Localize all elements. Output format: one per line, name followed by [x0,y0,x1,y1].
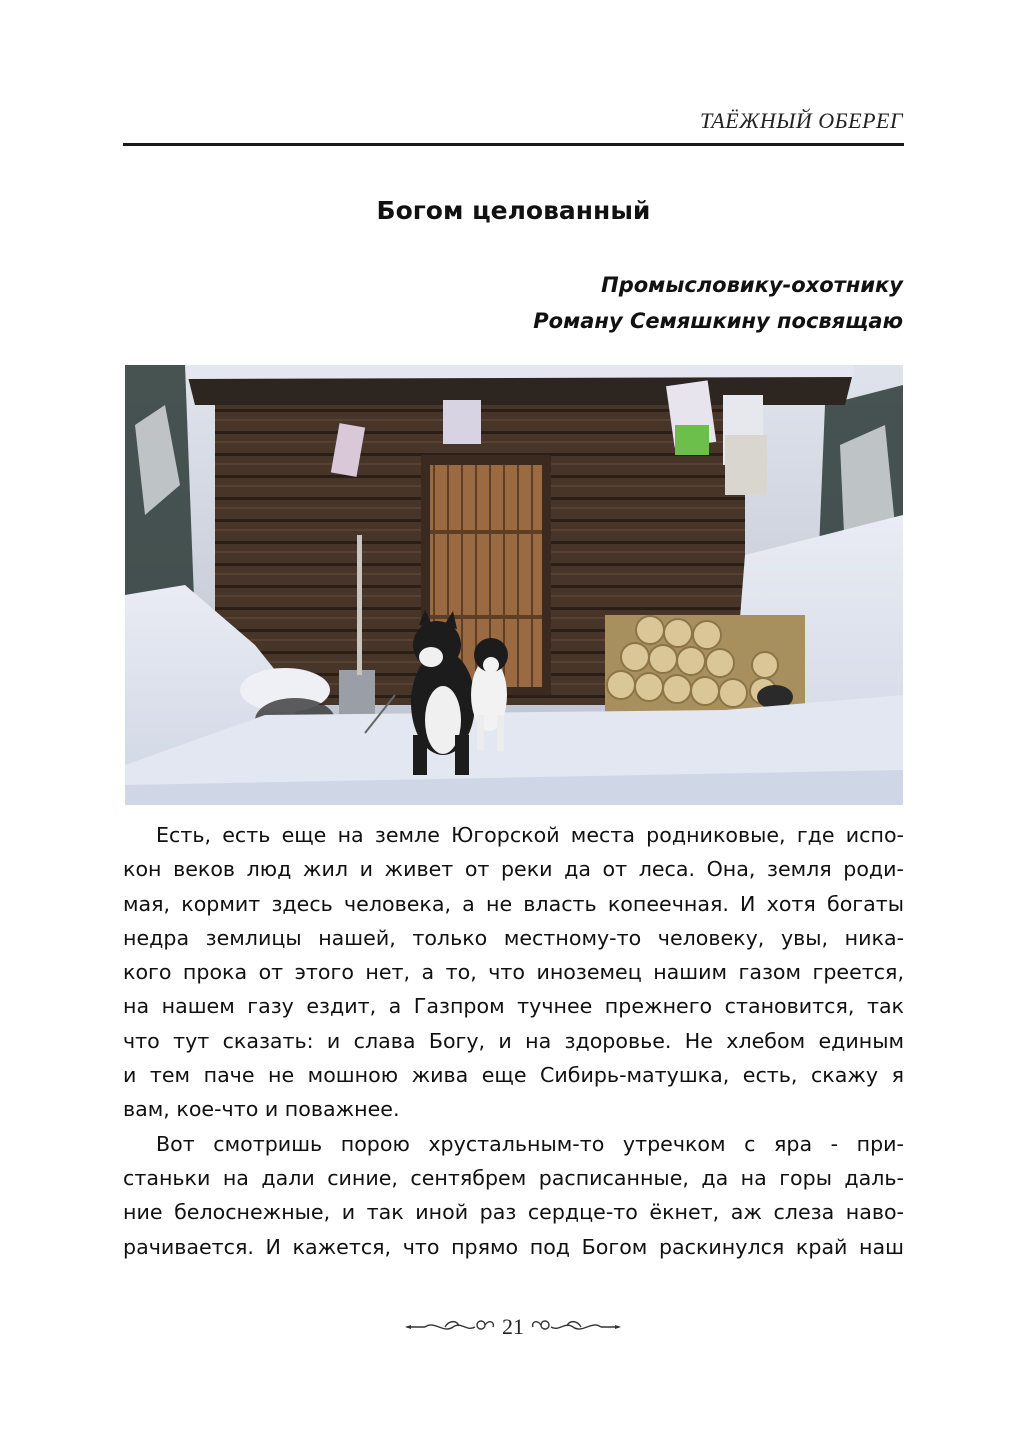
text-line: и тем паче не мошною жива еще Сибирь-матушка, есть, скажу я [123,1063,904,1088]
dedication-line: Промысловику-охотнику [601,273,903,297]
page-footer [405,1310,621,1344]
text-line: рачивается. И кажется, что прямо под Богом раскинулся край наш [123,1234,904,1259]
paragraph [123,818,904,1127]
body-text [123,818,904,1264]
text-line: ние белоснежные, и так иной раз сердце-то ёкнет, аж слеза наво- [123,1200,904,1225]
dedication [400,267,903,339]
text-line: станьки на дали синие, сентябрем расписанные, да на горы даль- [123,1165,904,1190]
text-line: мая, кормит здесь человека, а не власть копеечная. И хотя богаты [123,891,904,916]
cabin-photo [125,365,903,805]
text-line: на нашем газу ездит, а Газпром тучнее прежнего становится, так [123,994,904,1019]
header-rule [123,143,904,146]
text-line: вам, кое-что и поважнее. [123,1097,400,1122]
text-line: Вот смотришь порою хрустальным-то утречком с яра - при- [156,1131,904,1156]
text-line: кон веков люд жил и живет от реки да от леса. Она, земля роди- [123,857,904,882]
dedication-line: Роману Семяшкину посвящаю [533,309,903,333]
running-head: ТАЁЖНЫЙ ОБЕРЕГ [699,108,903,133]
text-line: что тут сказать: и слава Богу, и на здоровье. Не хлебом единым [123,1028,904,1053]
text-line: Есть, есть еще на земле Югорской места родниковые, где испо- [156,823,904,847]
article-title: Богом целованный [376,196,651,225]
text-line: недра землицы нашей, только местному-то человеку, увы, ника- [123,925,904,950]
paragraph [123,1127,904,1264]
text-line: кого прока от этого нет, а то, что иноземец нашим газом греется, [123,960,904,985]
page-number: 21 [502,1314,524,1339]
